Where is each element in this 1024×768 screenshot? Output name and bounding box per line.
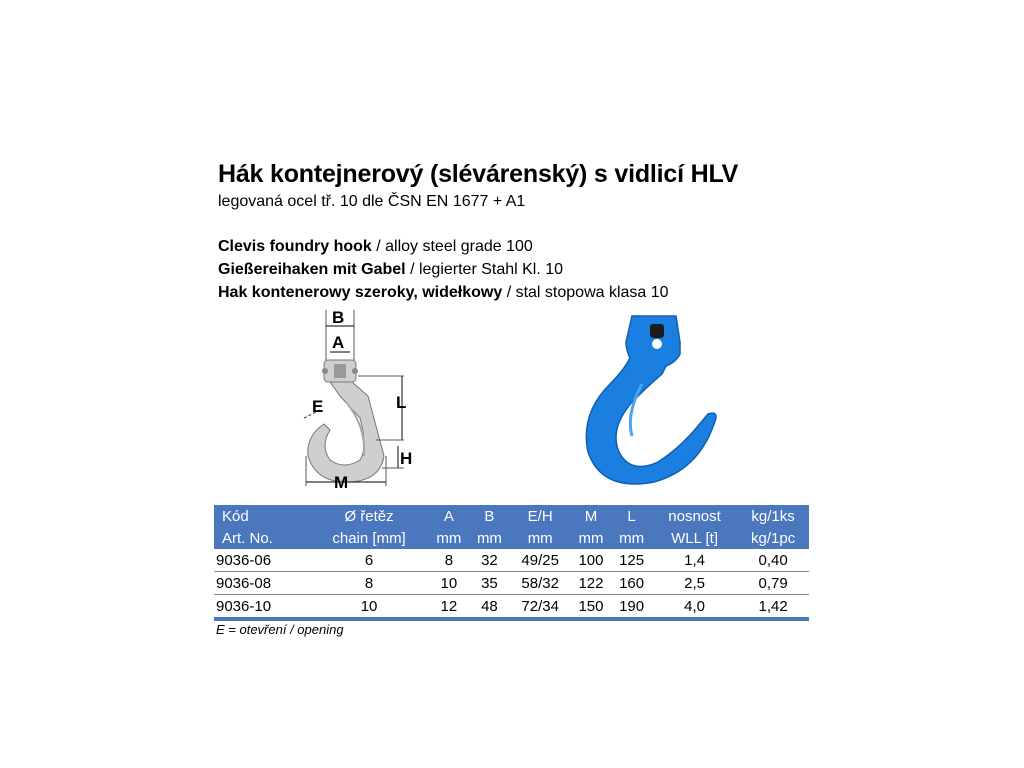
cell-a: 10	[429, 572, 470, 595]
col-subheader-wll: WLL [t]	[652, 527, 737, 549]
table-header-row	[214, 505, 809, 527]
hook-dimension-diagram	[296, 306, 426, 494]
cell-b: 32	[469, 549, 510, 572]
col-subheader-m: mm	[571, 527, 612, 549]
dim-label-e: E	[312, 397, 324, 416]
footnote-opening: E = otevření / opening	[216, 622, 344, 637]
table-row	[214, 572, 809, 595]
cell-m: 100	[571, 549, 612, 572]
col-header-eh: E/H	[510, 505, 571, 527]
dim-label-m: M	[334, 473, 349, 492]
cell-code: 9036-10	[214, 595, 310, 620]
col-header-wll: nosnost	[652, 505, 737, 527]
cell-wll: 1,4	[652, 549, 737, 572]
dim-label-a: A	[332, 333, 345, 352]
translation-line-de	[218, 261, 563, 279]
translation-line-pl	[218, 284, 669, 302]
cell-chain: 10	[310, 595, 429, 620]
cell-chain: 8	[310, 572, 429, 595]
cell-eh: 72/34	[510, 595, 571, 620]
dim-label-b: B	[332, 308, 345, 327]
hook-product-image	[580, 314, 730, 494]
translation-desc: / legierter Stahl Kl. 10	[405, 261, 564, 278]
col-subheader-weight: kg/1pc	[737, 527, 809, 549]
col-subheader-chain: chain [mm]	[310, 527, 429, 549]
cell-weight: 0,79	[737, 572, 809, 595]
cell-m: 122	[571, 572, 612, 595]
col-header-weight: kg/1ks	[737, 505, 809, 527]
col-subheader-a: mm	[429, 527, 470, 549]
cell-eh: 49/25	[510, 549, 571, 572]
col-header-l: L	[611, 505, 652, 527]
translation-name: Hak kontenerowy szeroky, widełkowy	[218, 284, 503, 301]
col-header-m: M	[571, 505, 612, 527]
col-subheader-b: mm	[469, 527, 510, 549]
cell-l: 190	[611, 595, 652, 620]
translation-line-en	[218, 238, 533, 256]
translation-desc: / stal stopowa klasa 10	[502, 284, 669, 301]
product-subtitle: legovaná ocel tř. 10 dle ČSN EN 1677 + A1	[218, 193, 526, 210]
cell-wll: 4,0	[652, 595, 737, 620]
cell-l: 160	[611, 572, 652, 595]
cell-b: 48	[469, 595, 510, 620]
cell-weight: 1,42	[737, 595, 809, 620]
col-subheader-l: mm	[611, 527, 652, 549]
translation-name: Gießereihaken mit Gabel	[218, 261, 406, 278]
spec-table	[214, 505, 809, 621]
col-header-code: Kód	[214, 505, 310, 527]
cell-weight: 0,40	[737, 549, 809, 572]
dim-label-l: L	[396, 393, 407, 412]
table-row	[214, 549, 809, 572]
dim-label-h: H	[400, 449, 413, 468]
col-header-b: B	[469, 505, 510, 527]
cell-l: 125	[611, 549, 652, 572]
translation-name: Clevis foundry hook	[218, 238, 372, 255]
product-title: Hák kontejnerový (slévárenský) s vidlicí HLV	[218, 160, 739, 188]
cell-chain: 6	[310, 549, 429, 572]
cell-a: 12	[429, 595, 470, 620]
cell-b: 35	[469, 572, 510, 595]
translation-desc: / alloy steel grade 100	[371, 238, 533, 255]
col-subheader-eh: mm	[510, 527, 571, 549]
col-header-chain: Ø řetěz	[310, 505, 429, 527]
col-subheader-code: Art. No.	[214, 527, 310, 549]
table-row	[214, 595, 809, 620]
table-header-row	[214, 527, 809, 549]
cell-wll: 2,5	[652, 572, 737, 595]
cell-a: 8	[429, 549, 470, 572]
col-header-a: A	[429, 505, 470, 527]
cell-code: 9036-06	[214, 549, 310, 572]
cell-code: 9036-08	[214, 572, 310, 595]
cell-eh: 58/32	[510, 572, 571, 595]
cell-m: 150	[571, 595, 612, 620]
